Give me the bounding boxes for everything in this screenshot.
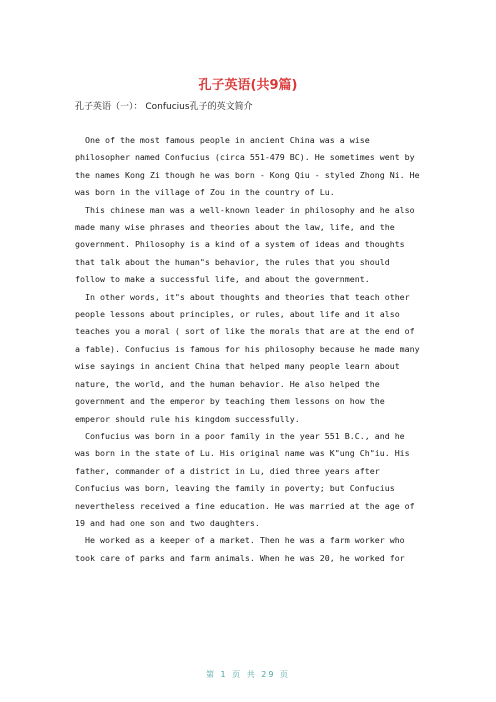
body-line: He worked as a keeper of a market. Then he was a farm worker who	[75, 535, 405, 546]
body-line: This chinese man was a well-known leader in philosophy and he also	[75, 204, 415, 215]
body-line: follow to make a successful life, and about the government.	[75, 274, 370, 285]
page-footer: 第 1 页 共 29 页	[206, 670, 290, 679]
document-subtitle: 孔子英语（一）： Confucius孔子的英文简介	[75, 102, 253, 112]
body-line: a fable). Confucius is famous for his philosophy because he made many	[75, 343, 420, 354]
body-line: father, commander of a district in Lu, died three years after	[75, 465, 380, 476]
body-line: wise sayings in ancient China that helped many people learn about	[75, 361, 400, 372]
body-line: was born in the village of Zou in the country of Lu.	[75, 187, 335, 198]
document-title: 孔子英语(共9篇)	[198, 78, 298, 93]
body-line: emperor should rule his kingdom successfully.	[75, 413, 300, 424]
body-line: teaches you a moral ( sort of like the morals that are at the end of	[75, 326, 415, 337]
body-line: philosopher named Confucius (circa 551-479 BC). He sometimes went by	[75, 152, 415, 163]
body-line: government. Philosophy is a kind of a system of ideas and thoughts	[75, 239, 405, 250]
body-line: Confucius was born in a poor family in the year 551 B.C., and he	[75, 430, 405, 441]
body-line: government and the emperor by teaching them lessons on how the	[75, 396, 385, 407]
body-line: took care of parks and farm animals. When he was 20, he worked for	[75, 552, 405, 563]
body-line: Confucius was born, leaving the family in poverty; but Confucius	[75, 483, 395, 494]
body-line: was born in the state of Lu. His original name was K"ung Ch"iu. His	[75, 448, 410, 459]
body-line: nature, the world, and the human behavior. He also helped the	[75, 378, 380, 389]
body-line: that talk about the human"s behavior, the rules that you should	[75, 256, 390, 267]
body-line: nevertheless received a fine education. He was married at the age of	[75, 500, 415, 511]
body-line: the names Kong Zi though he was born - Kong Qiu - styled Zhong Ni. He	[75, 169, 420, 180]
body-line: people lessons about principles, or rules, about life and it also	[75, 309, 400, 320]
body-line: 19 and had one son and two daughters.	[75, 517, 260, 528]
body-line: One of the most famous people in ancient China was a wise	[75, 135, 370, 145]
body-line: In other words, it"s about thoughts and theories that teach other	[75, 291, 410, 302]
body-line: made many wise phrases and theories about the law, life, and the	[75, 222, 395, 233]
document-body	[75, 132, 425, 567]
